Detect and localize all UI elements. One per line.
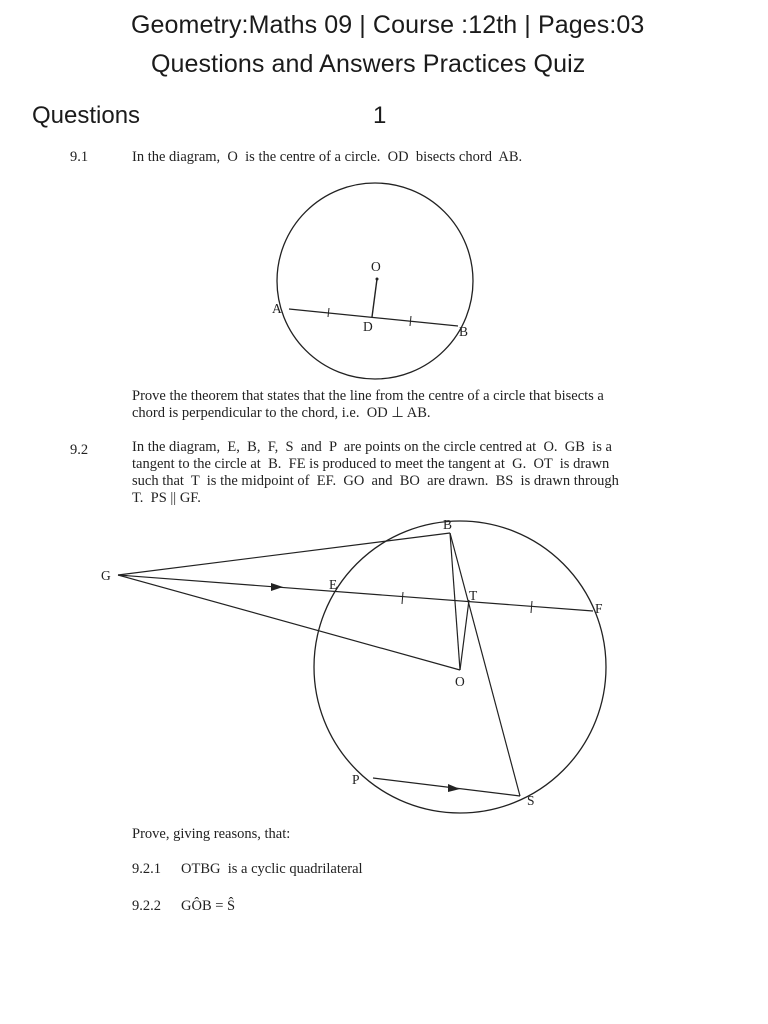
label-P: P	[352, 772, 360, 787]
subquestion-number-9-2-2: 9.2.2	[132, 898, 161, 914]
segment-OD	[372, 279, 377, 317]
question-number-9-2: 9.2	[70, 442, 89, 458]
subquestion-number-9-2-1: 9.2.1	[132, 861, 161, 877]
label-S: S	[527, 793, 535, 808]
question-9-2-intro-line4: T. PS || GF.	[132, 490, 201, 506]
question-9-2-prove-intro: Prove, giving reasons, that:	[132, 826, 291, 842]
tick-TF	[531, 601, 532, 613]
label-D: D	[363, 319, 373, 334]
question-9-1-prove-line2: chord is perpendicular to the chord, i.e. OD ⊥ AB.	[132, 405, 431, 421]
label-A: A	[272, 301, 282, 316]
parallel-arrow-GF	[271, 583, 283, 591]
label-G: G	[101, 568, 111, 583]
tick-AD	[328, 308, 329, 317]
line-GF	[118, 575, 593, 611]
subquestion-9-2-1-text: OTBG is a cyclic quadrilateral	[181, 861, 363, 877]
chord-PS	[373, 778, 520, 796]
section-number: 1	[373, 102, 387, 129]
label-O: O	[371, 259, 381, 274]
tick-DB	[410, 316, 411, 326]
question-9-2-intro-line1: In the diagram, E, B, F, S and P are points on the circle centred at O. GB is a	[132, 439, 612, 455]
diagram-9-2	[101, 517, 606, 813]
question-9-2-intro-line2: tangent to the circle at B. FE is produced to meet the tangent at G. OT is drawn	[132, 456, 610, 472]
question-number-9-1: 9.1	[70, 149, 89, 165]
segment-OT	[460, 600, 469, 670]
segment-GO	[118, 575, 460, 670]
circle-9-1	[277, 183, 473, 379]
question-9-1-intro: In the diagram, O is the centre of a circle. OD bisects chord AB.	[132, 149, 523, 165]
tangent-GB	[118, 533, 450, 575]
question-9-1-prove-line1: Prove the theorem that states that the line from the centre of a circle that bisects a	[132, 388, 604, 404]
chord-AB	[289, 309, 458, 326]
label-F: F	[595, 601, 603, 616]
tick-ET	[402, 592, 403, 604]
subquestion-9-2-2-text: GÔB = Ŝ	[181, 898, 236, 914]
page-subtitle: Questions and Answers Practices Quiz	[151, 50, 586, 78]
label-B: B	[443, 517, 453, 532]
label-O: O	[455, 674, 465, 689]
page-title: Geometry:Maths 09 | Course :12th | Pages:03	[131, 11, 645, 39]
point-O	[376, 278, 379, 281]
diagram-9-1	[272, 183, 473, 379]
section-heading: Questions	[32, 102, 141, 129]
label-T: T	[469, 588, 478, 603]
label-E: E	[329, 577, 338, 592]
label-B: B	[459, 324, 469, 339]
question-9-2-intro-line3: such that T is the midpoint of EF. GO and BO are drawn. BS is drawn through	[132, 473, 619, 489]
